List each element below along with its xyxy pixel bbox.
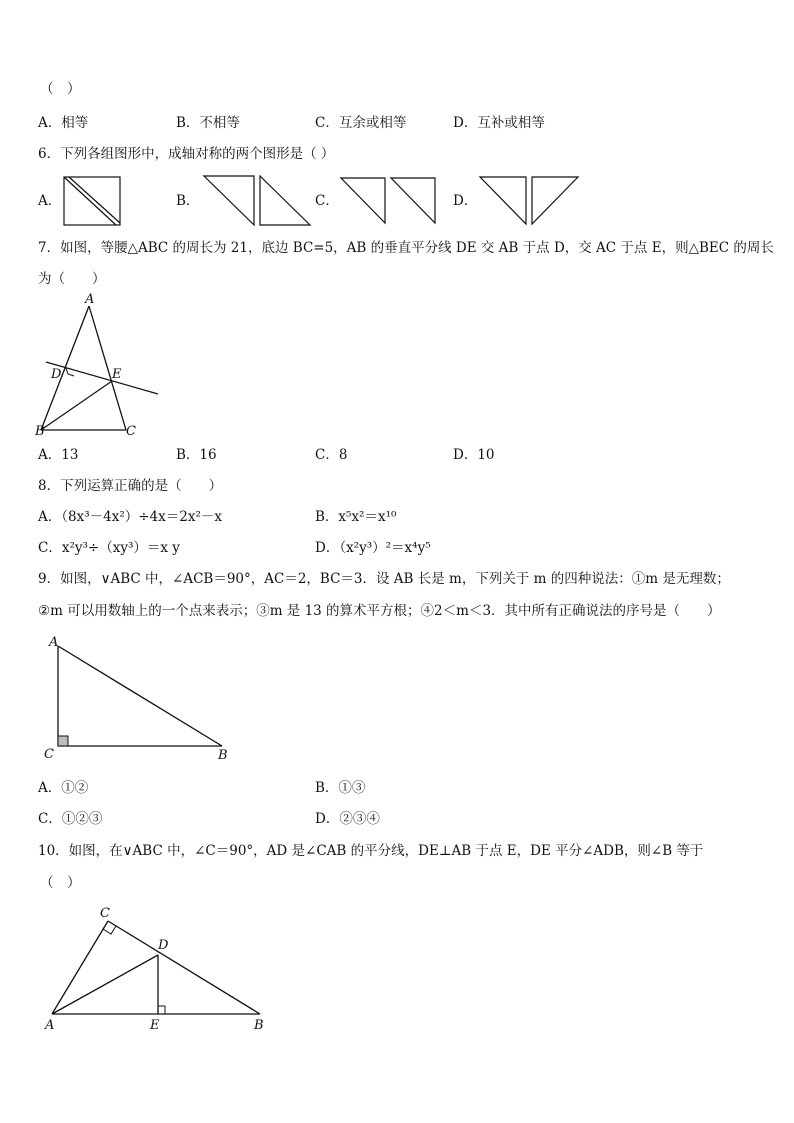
q7-option-c: C．8 [315,447,348,463]
q8-stem: 8．下列运算正确的是（ ） [38,478,223,494]
q6-stem: 6．下列各组图形中，成轴对称的两个图形是（ ） [38,146,335,162]
q5-option-c: C．互余或相等 [315,115,407,131]
q7-label-d: D [51,367,62,382]
q7-label-b: B [35,424,45,439]
q5-option-b: B．不相等 [176,115,240,131]
q6-option-c-label: C． [315,193,339,209]
q9-label-c: C [44,747,54,762]
q9-option-d: D．②③④ [315,811,380,827]
q10-stem-line1: 10．如图，在∨ABC 中，∠C＝90°，AD 是∠CAB 的平分线，DE⊥AB 于点 E，DE 平分∠ADB，则∠B 等于 [38,843,704,859]
q8-option-a: A．（8x³－4x²）÷4x＝2x²－x [38,509,222,525]
q10-stem-line2: （ ） [40,875,81,891]
q9-label-b: B [218,748,228,763]
q10-label-e: E [150,1018,160,1033]
q9-stem-line2: ②m 可以用数轴上的一个点来表示；③m 是 13 的算术平方根；④2＜m＜3．其中所有正确说法的序号是（ ） [38,603,721,619]
q5-stem-tail: （ ） [40,81,81,97]
q7-option-b: B．16 [176,447,217,463]
q10-label-a: A [45,1018,55,1033]
q7-stem-line1: 7．如图，等腰△ABC 的周长为 21，底边 BC=5，AB 的垂直平分线 DE 交 AB 于点 D，交 AC 于点 E，则△BEC 的周长 [38,240,774,256]
q7-option-a: A．13 [38,447,79,463]
q7-label-a: A [85,292,95,307]
q10-label-c: C [100,906,110,921]
q6-figure-b [198,173,322,229]
q6-option-b-label: B． [176,193,200,209]
q9-option-c: C．①②③ [38,811,103,827]
q10-label-d: D [158,938,169,953]
q7-label-c: C [126,424,136,439]
q5-option-d: D．互补或相等 [453,115,545,131]
q10-label-b: B [254,1018,264,1033]
q9-option-b: B．①③ [315,780,366,796]
q7-label-e: E [112,367,122,382]
q8-option-c: C．x²y³÷（xy³）＝x y [38,540,180,556]
q7-option-d: D．10 [453,447,495,463]
q6-figure-c [337,173,441,229]
q7-figure [30,290,170,440]
q10-figure [38,903,274,1035]
q8-option-b: B．x⁵x²＝x¹⁰ [315,509,397,525]
q9-label-a: A [49,635,59,650]
q6-figure-a [60,175,124,227]
q8-option-d: D．（x²y³）²＝x⁴y⁵ [315,540,431,556]
q7-stem-line2: 为（ ） [38,271,106,287]
q9-option-a: A．①② [38,780,89,796]
q6-figure-d [476,173,582,229]
q9-stem-line1: 9．如图，∨ABC 中，∠ACB＝90°，AC＝2，BC＝3．设 AB 长是 m，下列关于 m 的四种说法：①m 是无理数； [38,571,730,587]
q6-option-a-label: A． [38,193,62,209]
q6-option-d-label: D． [453,193,478,209]
q5-option-a: A．相等 [38,115,89,131]
q9-figure [40,632,240,764]
